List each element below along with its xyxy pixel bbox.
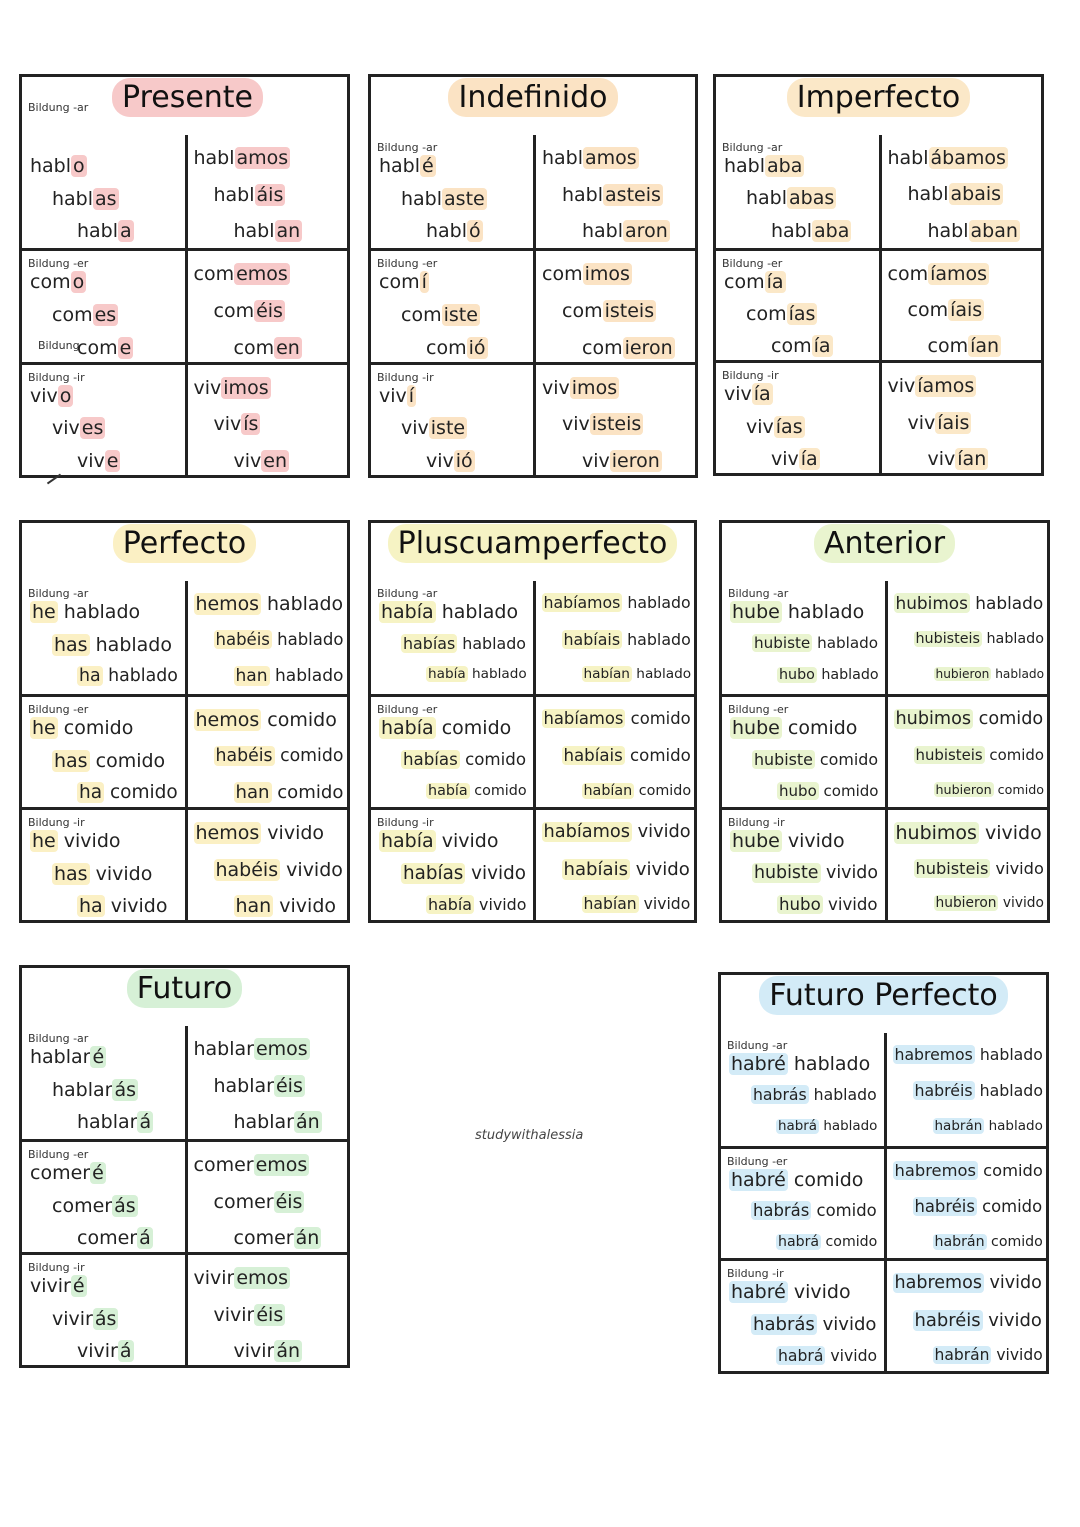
cell-2-left bbox=[721, 1258, 884, 1371]
verb-form: habréis vivido bbox=[914, 1309, 1042, 1331]
formation-label: Bildung -er bbox=[728, 703, 789, 716]
verb-form: habíamos vivido bbox=[543, 822, 691, 842]
verb-form: ha vivido bbox=[79, 895, 168, 917]
verb-form: comer é bbox=[30, 1162, 104, 1184]
formation-label: Bildung -ir bbox=[377, 816, 434, 829]
verb-form: com iste bbox=[401, 303, 478, 326]
formation-label: Bildung -er bbox=[28, 1148, 89, 1161]
verb-form: viv imos bbox=[193, 376, 269, 399]
verb-form: habías vivido bbox=[403, 862, 526, 884]
cell-0-right bbox=[884, 1033, 1047, 1146]
verb-form: habrán comido bbox=[934, 1234, 1043, 1251]
verb-form: habíais hablado bbox=[563, 629, 691, 649]
verb-form: había hablado bbox=[381, 601, 519, 623]
cell-2-left bbox=[22, 1252, 185, 1365]
tense-box-futuro-perfecto bbox=[718, 972, 1049, 1374]
verb-form: habían hablado bbox=[583, 666, 692, 682]
verb-form: hemos hablado bbox=[195, 593, 344, 615]
tense-box-presente bbox=[19, 74, 350, 478]
verb-form: habéis hablado bbox=[215, 629, 344, 649]
cell-0-right bbox=[533, 581, 695, 694]
verb-form: había comido bbox=[428, 783, 527, 799]
cell-0-right bbox=[185, 581, 348, 694]
cell-1-right bbox=[533, 694, 695, 807]
verb-form: viv ía bbox=[724, 383, 771, 406]
cell-2-left bbox=[371, 807, 533, 920]
verb-form: habremos hablado bbox=[894, 1045, 1043, 1064]
cell-1-left bbox=[371, 248, 533, 361]
verb-form: viv í bbox=[379, 384, 415, 407]
verb-form: viv o bbox=[30, 384, 72, 407]
verb-form: com ías bbox=[746, 302, 816, 325]
verb-form: habréis comido bbox=[914, 1196, 1043, 1216]
cell-0-left bbox=[371, 581, 533, 694]
verb-form: habl o bbox=[30, 155, 85, 177]
verb-form: viv ía bbox=[771, 447, 818, 470]
cell-1-right bbox=[885, 694, 1048, 807]
verb-form: hablar á bbox=[77, 1111, 152, 1133]
verb-form: hubo vivido bbox=[779, 895, 878, 914]
tense-box-futuro bbox=[19, 965, 350, 1368]
verb-form: hubieron comido bbox=[935, 782, 1045, 797]
verb-form: hubisteis hablado bbox=[915, 630, 1044, 647]
cell-2-left bbox=[22, 807, 185, 920]
tense-title: Presente bbox=[112, 78, 263, 117]
verb-form: habré vivido bbox=[731, 1281, 851, 1304]
verb-form: viv iste bbox=[401, 417, 466, 440]
verb-form: hubo hablado bbox=[779, 667, 879, 683]
verb-form: habíamos comido bbox=[543, 709, 691, 728]
verb-form: viv íais bbox=[907, 411, 970, 434]
verb-form: había vivido bbox=[381, 830, 499, 852]
verb-form: com éis bbox=[213, 299, 283, 322]
verb-form: había vivido bbox=[428, 895, 527, 914]
formation-label: Bildung -ir bbox=[377, 370, 434, 384]
cell-2-right bbox=[185, 1252, 348, 1365]
verb-form: habré comido bbox=[731, 1168, 864, 1191]
verb-form: habré hablado bbox=[731, 1053, 871, 1075]
verb-form: habrán hablado bbox=[934, 1117, 1043, 1134]
verb-form: viv es bbox=[52, 417, 104, 440]
verb-form: habl aste bbox=[401, 187, 485, 210]
tense-title: Indefinido bbox=[448, 78, 617, 117]
verb-form: habremos comido bbox=[894, 1160, 1043, 1180]
cell-1-left bbox=[22, 248, 185, 361]
verb-form: com en bbox=[233, 336, 300, 359]
formation-label: Bildung -ar bbox=[28, 587, 89, 600]
formation-label: Bildung -ir bbox=[28, 1261, 85, 1274]
formation-label: Bildung -ir bbox=[28, 370, 85, 384]
verb-form: has comido bbox=[54, 749, 166, 772]
verb-form: hablar ás bbox=[52, 1078, 137, 1101]
cell-1-left bbox=[22, 1139, 185, 1252]
verb-form: hubisteis comido bbox=[915, 745, 1044, 764]
verb-form: habl abais bbox=[907, 183, 1002, 206]
tense-box-anterior bbox=[719, 520, 1050, 923]
cell-2-right bbox=[879, 360, 1042, 473]
cell-1-left bbox=[716, 248, 879, 361]
verb-form: habrás vivido bbox=[753, 1313, 877, 1335]
verb-form: hube comido bbox=[732, 717, 858, 739]
verb-form: habían comido bbox=[583, 783, 692, 799]
tense-title: Imperfecto bbox=[787, 78, 971, 117]
verb-form: vivir é bbox=[30, 1275, 85, 1297]
verb-form: habíais vivido bbox=[563, 858, 690, 880]
cell-1-right bbox=[185, 694, 348, 807]
verb-form: com es bbox=[52, 303, 117, 326]
cell-2-right bbox=[185, 807, 348, 920]
verb-form: he vivido bbox=[32, 830, 121, 852]
verb-form: hube vivido bbox=[732, 830, 845, 852]
tense-title: Pluscuamperfecto bbox=[388, 524, 678, 563]
formation-label: Bildung -ir bbox=[722, 369, 779, 383]
cell-1-left bbox=[22, 694, 185, 807]
verb-form: habíais comido bbox=[563, 745, 691, 765]
cell-2-left bbox=[716, 360, 879, 473]
verb-form: viv ió bbox=[426, 449, 473, 472]
verb-form: habéis comido bbox=[215, 745, 344, 766]
formation-label: Bildung -ar bbox=[377, 587, 438, 600]
verb-form: com ían bbox=[927, 335, 1000, 358]
cell-0-left bbox=[22, 101, 185, 248]
verb-form: hubisteis vivido bbox=[915, 858, 1044, 878]
verb-form: han comido bbox=[235, 782, 344, 803]
verb-form: habl amos bbox=[542, 147, 637, 169]
verb-form: viv ís bbox=[213, 413, 259, 436]
verb-form: hubimos comido bbox=[895, 709, 1044, 729]
verb-form: han hablado bbox=[235, 666, 344, 686]
verb-form: habrán vivido bbox=[934, 1345, 1043, 1364]
cell-0-right bbox=[885, 581, 1048, 694]
verb-form: com isteis bbox=[562, 299, 655, 322]
cell-0-left bbox=[722, 581, 885, 694]
verb-form: habl an bbox=[233, 220, 301, 243]
cell-0-right bbox=[879, 135, 1042, 248]
verb-form: habl aron bbox=[582, 220, 668, 243]
verb-form: habrá vivido bbox=[778, 1345, 878, 1365]
verb-form: hubimos hablado bbox=[895, 593, 1044, 613]
verb-form: comer ás bbox=[52, 1194, 136, 1217]
verb-form: comer emos bbox=[193, 1154, 308, 1176]
verb-form: hablar emos bbox=[193, 1038, 308, 1060]
cell-0-right bbox=[533, 135, 695, 248]
verb-form: he comido bbox=[32, 717, 134, 739]
verb-form: habl a bbox=[77, 220, 132, 243]
verb-form: com ieron bbox=[582, 336, 673, 359]
verb-form: había comido bbox=[381, 717, 512, 739]
verb-form: com í bbox=[379, 271, 427, 294]
formation-label: Bildung -ir bbox=[728, 816, 785, 829]
cell-1-right bbox=[884, 1146, 1047, 1259]
cell-2-left bbox=[22, 362, 185, 475]
verb-form: había hablado bbox=[428, 666, 527, 682]
cell-1-right bbox=[185, 248, 348, 361]
cell-1-left bbox=[722, 694, 885, 807]
formation-label: Bildung -er bbox=[377, 257, 438, 271]
formation-label-extra: Bildung bbox=[38, 338, 80, 352]
cell-1-left bbox=[721, 1146, 884, 1259]
verb-form: habías hablado bbox=[403, 633, 527, 653]
cell-2-right bbox=[533, 362, 695, 475]
verb-form: habl aba bbox=[771, 219, 850, 242]
formation-label: Bildung -ir bbox=[28, 816, 85, 829]
verb-form: vivir ás bbox=[52, 1307, 117, 1330]
verb-form: ha hablado bbox=[79, 666, 178, 686]
formation-label: Bildung -ir bbox=[727, 1267, 784, 1281]
verb-form: hubo comido bbox=[779, 782, 879, 800]
formation-label: Bildung -ar bbox=[727, 1039, 788, 1052]
cell-0-left bbox=[22, 1026, 185, 1139]
verb-form: ha comido bbox=[79, 782, 178, 803]
verb-form: viv ieron bbox=[582, 449, 660, 472]
verb-form: comer éis bbox=[213, 1190, 303, 1213]
verb-form: habl ó bbox=[426, 220, 481, 243]
verb-form: habl ábamos bbox=[887, 147, 1006, 169]
cell-0-left bbox=[716, 135, 879, 248]
verb-form: com ía bbox=[771, 335, 831, 358]
watermark: studywithalessia bbox=[475, 1128, 584, 1143]
verb-form: hemos comido bbox=[195, 709, 337, 731]
tense-box-imperfecto bbox=[713, 74, 1044, 476]
verb-form: com íais bbox=[907, 298, 983, 321]
verb-form: viv e bbox=[77, 449, 119, 472]
verb-form: habl aban bbox=[927, 219, 1018, 242]
verb-form: com ía bbox=[724, 270, 784, 293]
verb-form: habl é bbox=[379, 155, 434, 177]
cell-0-left bbox=[22, 581, 185, 694]
cell-0-right bbox=[185, 135, 348, 248]
verb-form: comer án bbox=[233, 1227, 320, 1249]
verb-form: viv isteis bbox=[562, 413, 642, 436]
verb-form: habéis vivido bbox=[215, 858, 343, 881]
verb-form: com ió bbox=[426, 336, 486, 359]
cell-0-right bbox=[185, 1026, 348, 1139]
verb-form: habías comido bbox=[403, 749, 527, 769]
verb-form: habrá comido bbox=[778, 1234, 878, 1251]
cell-1-right bbox=[879, 248, 1042, 361]
verb-form: viv ías bbox=[746, 415, 803, 438]
cell-1-left bbox=[371, 694, 533, 807]
verb-form: habían vivido bbox=[583, 895, 691, 913]
verb-form: has vivido bbox=[54, 862, 153, 885]
tense-title: Perfecto bbox=[113, 524, 256, 563]
tense-title: Futuro Perfecto bbox=[759, 976, 1007, 1015]
verb-form: habl abas bbox=[746, 187, 835, 210]
cell-2-right bbox=[884, 1258, 1047, 1371]
formation-label: Bildung -er bbox=[722, 256, 783, 270]
verb-form: vivir á bbox=[77, 1340, 132, 1362]
verb-form: he hablado bbox=[32, 601, 141, 623]
verb-form: habrás comido bbox=[753, 1200, 877, 1220]
verb-form: vivir emos bbox=[193, 1267, 289, 1289]
cell-2-right bbox=[885, 807, 1048, 920]
verb-form: com o bbox=[30, 271, 85, 294]
verb-form: hablar é bbox=[30, 1046, 105, 1068]
tense-title: Futuro bbox=[127, 969, 242, 1008]
verb-form: habl áis bbox=[213, 183, 284, 206]
verb-form: habl amos bbox=[193, 147, 289, 169]
tense-box-pluscuamperfecto bbox=[368, 520, 697, 923]
verb-form: vivir án bbox=[233, 1340, 301, 1362]
formation-label: Bildung -ar bbox=[28, 1032, 89, 1045]
verb-form: hubimos vivido bbox=[895, 822, 1042, 844]
verb-form: habl asteis bbox=[562, 183, 661, 206]
verb-form: comer á bbox=[77, 1227, 151, 1249]
verb-form: habl as bbox=[52, 187, 117, 210]
tense-box-indefinido bbox=[368, 74, 698, 478]
verb-form: hablar éis bbox=[213, 1074, 303, 1097]
verb-form: habremos vivido bbox=[894, 1273, 1042, 1294]
verb-form: has hablado bbox=[54, 633, 172, 656]
verb-form: viv en bbox=[233, 449, 288, 472]
verb-form: com emos bbox=[193, 263, 288, 286]
verb-form: habíamos hablado bbox=[543, 593, 691, 612]
verb-form: hubieron hablado bbox=[935, 667, 1045, 681]
formation-label: Bildung -er bbox=[377, 703, 438, 716]
verb-form: hubiste vivido bbox=[754, 862, 878, 883]
cell-2-left bbox=[722, 807, 885, 920]
formation-label: Bildung -ar bbox=[377, 141, 438, 154]
formation-label: Bildung -ar bbox=[728, 587, 789, 600]
formation-label: Bildung -er bbox=[28, 257, 89, 271]
cell-1-right bbox=[533, 248, 695, 361]
verb-form: vivir éis bbox=[213, 1303, 284, 1326]
verb-form: habl aba bbox=[724, 155, 803, 177]
cell-0-left bbox=[721, 1033, 884, 1146]
cell-2-left bbox=[371, 362, 533, 475]
verb-form: viv imos bbox=[542, 376, 618, 399]
verb-form: habrás hablado bbox=[753, 1085, 877, 1105]
formation-label: Bildung -er bbox=[28, 703, 89, 716]
verb-form: habrá hablado bbox=[778, 1118, 878, 1134]
verb-form: hemos vivido bbox=[195, 822, 325, 844]
verb-form: han vivido bbox=[235, 895, 337, 917]
verb-form: com imos bbox=[542, 263, 630, 286]
verb-form: viv ían bbox=[927, 447, 987, 470]
formation-label: Bildung -ar bbox=[28, 101, 89, 114]
verb-form: com íamos bbox=[887, 262, 988, 285]
formation-label: Bildung -ar bbox=[722, 141, 783, 154]
tense-box-perfecto bbox=[19, 520, 350, 923]
cell-1-right bbox=[185, 1139, 348, 1252]
verb-form: hubiste comido bbox=[754, 749, 879, 769]
verb-form: hubieron vivido bbox=[935, 895, 1044, 911]
verb-form: hube hablado bbox=[732, 601, 865, 623]
formation-label: Bildung -er bbox=[727, 1154, 788, 1168]
verb-form: habréis hablado bbox=[914, 1081, 1043, 1101]
verb-form: hubiste hablado bbox=[754, 633, 879, 652]
cell-2-right bbox=[533, 807, 695, 920]
cell-2-right bbox=[185, 362, 348, 475]
tense-title: Anterior bbox=[814, 524, 955, 563]
verb-form: hablar án bbox=[233, 1111, 320, 1133]
verb-form: viv íamos bbox=[887, 375, 975, 398]
verb-form: com e bbox=[77, 336, 132, 359]
cell-0-left bbox=[371, 135, 533, 248]
